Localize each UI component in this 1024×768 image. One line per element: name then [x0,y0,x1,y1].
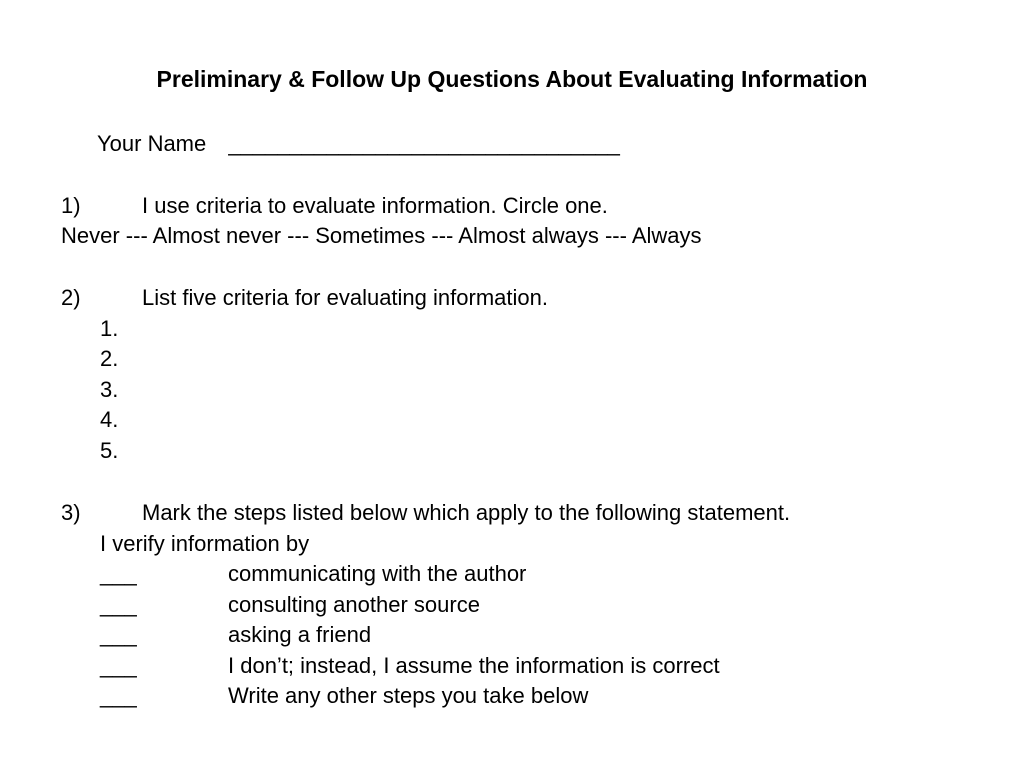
question-1-text: I use criteria to evaluate information. Circle one. [142,193,608,218]
name-field[interactable] [97,129,620,159]
question-3-lead: I verify information by [100,531,310,556]
criteria-item-5[interactable]: 5. [100,438,119,463]
option-label: Write any other steps you take below [228,683,589,708]
checkmark-blank[interactable]: ___ [100,592,137,617]
criteria-item-3[interactable]: 3. [100,377,119,402]
checkmark-blank[interactable]: ___ [100,683,137,708]
criteria-item-1[interactable]: 1. [100,316,119,341]
criteria-item-4[interactable]: 4. [100,407,119,432]
checkmark-blank[interactable]: ___ [100,622,137,647]
option-label: communicating with the author [228,561,527,586]
question-2-number: 2) [61,285,81,310]
checkmark-blank[interactable]: ___ [100,561,137,586]
name-label: Your Name [97,131,207,156]
question-1-number: 1) [61,193,81,218]
option-label: I don’t; instead, I assume the information is correct [228,653,720,678]
name-underline[interactable]: ________________________________ [228,131,620,156]
question-3-number: 3) [61,500,81,525]
option-label: consulting another source [228,592,480,617]
option-label: asking a friend [228,622,372,647]
page-title: Preliminary & Follow Up Questions About Evaluating Information [156,66,868,92]
question-2-text: List five criteria for evaluating information. [142,285,548,310]
checkmark-blank[interactable]: ___ [100,653,137,678]
criteria-item-2[interactable]: 2. [100,346,119,371]
frequency-scale[interactable]: Never --- Almost never --- Sometimes --- Almost always --- Always [61,223,702,248]
question-3-text: Mark the steps listed below which apply to the following statement. [142,500,791,525]
